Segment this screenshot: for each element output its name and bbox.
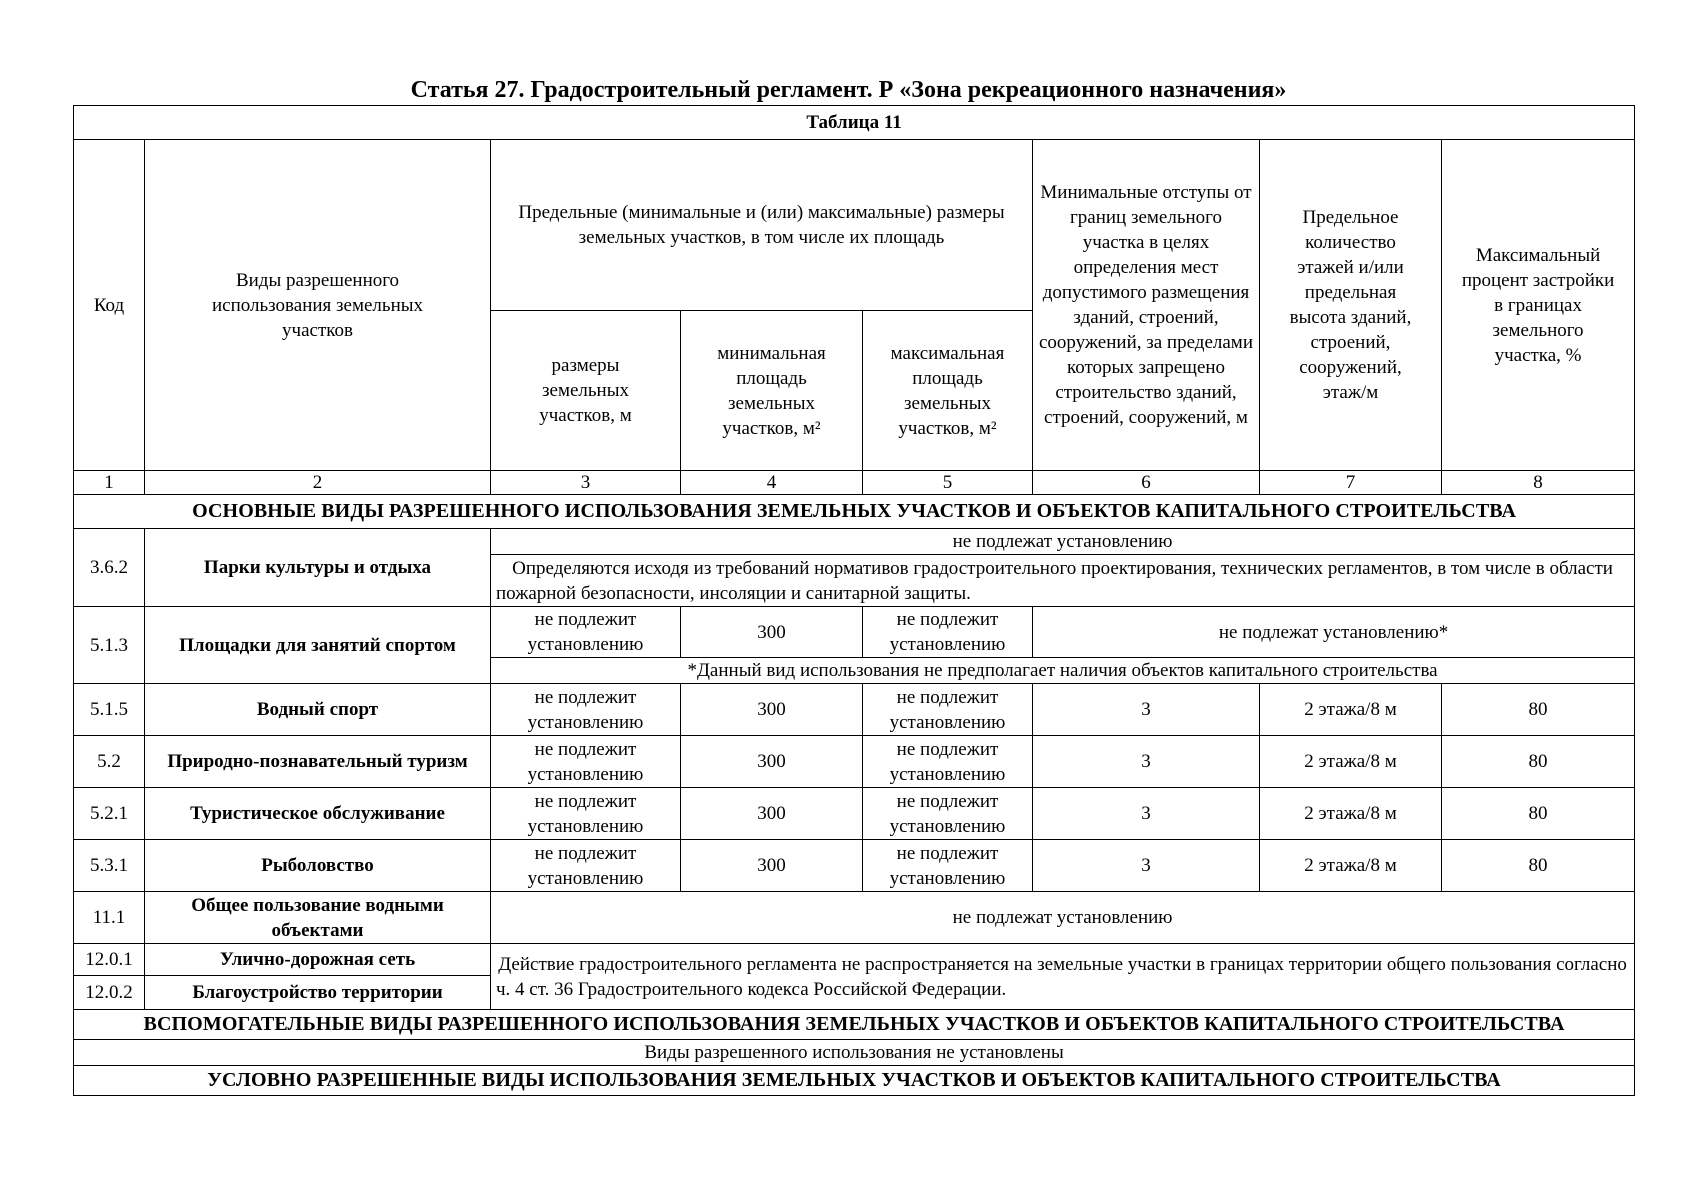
row-name: Рыболовство	[145, 840, 491, 892]
row-name: Общее пользование водными объектами	[145, 892, 491, 944]
table-row	[74, 892, 1635, 944]
row-max-area: не подлежит установлению	[863, 736, 1033, 788]
row-rest: Определяются исходя из требований нормативов градостроительного проектирования, технических регламентов, в том числе в области пожарной безопасности, инсоляции и санитарной защиты.	[491, 555, 1635, 607]
header-limits-group: Предельные (минимальные и (или) максимальные) размеры земельных участков, в том числе их площадь	[491, 140, 1033, 311]
row-floors: 2 этажа/8 м	[1260, 788, 1442, 840]
section-main-title: ОСНОВНЫЕ ВИДЫ РАЗРЕШЕННОГО ИСПОЛЬЗОВАНИЯ ЗЕМЕЛЬНЫХ УЧАСТКОВ И ОБЪЕКТОВ КАПИТАЛЬНОГО СТРОИТЕЛЬСТВА	[74, 495, 1635, 529]
row-name: Туристическое обслуживание	[145, 788, 491, 840]
row-floors: 2 этажа/8 м	[1260, 736, 1442, 788]
column-number: 6	[1033, 471, 1260, 495]
row-code: 5.2.1	[74, 788, 145, 840]
section-row	[74, 495, 1635, 529]
row-all: Действие градостроительного регламента не распространяется на земельные участки в границах территории общего пользования согласно ч. 4 ст. 36 Градостроительного кодекса Российской Федерации.	[491, 944, 1635, 1010]
row-setback: 3	[1033, 736, 1260, 788]
row-min-area: 300	[681, 607, 863, 658]
row-code: 5.1.3	[74, 607, 145, 684]
row-size: не подлежит установлению	[491, 684, 681, 736]
table-row	[74, 736, 1635, 788]
header-floors: Предельное количество этажей и/или предельная высота зданий, строений, сооружений, этаж/м	[1260, 140, 1442, 471]
row-max-area: не подлежит установлению	[863, 684, 1033, 736]
row-percent: 80	[1442, 736, 1635, 788]
header-min-area: минимальная площадь земельных участков, м²	[681, 311, 863, 471]
row-max-area: не подлежит установлению	[863, 788, 1033, 840]
table-row	[74, 529, 1635, 555]
row-code: 5.2	[74, 736, 145, 788]
row-percent: 80	[1442, 840, 1635, 892]
header-setbacks: Минимальные отступы от границ земельного участка в целях определения мест допустимого размещения зданий, строений, сооружений, за пределами которых запрещено строительство зданий, строений, сооружений, м	[1033, 140, 1260, 471]
row-size: не подлежит установлению	[491, 840, 681, 892]
column-number: 2	[145, 471, 491, 495]
column-number: 8	[1442, 471, 1635, 495]
header-max-area: максимальная площадь земельных участков, м²	[863, 311, 1033, 471]
section-auxiliary-note: Виды разрешенного использования не установлены	[74, 1040, 1635, 1066]
table-row	[74, 840, 1635, 892]
table-row	[74, 788, 1635, 840]
header-code: Код	[74, 140, 145, 471]
row-name: Благоустройство территории	[145, 976, 491, 1010]
row-code: 12.0.2	[74, 976, 145, 1010]
row-note: *Данный вид использования не предполагает наличия объектов капитального строительства	[491, 658, 1635, 684]
row-name: Природно-познавательный туризм	[145, 736, 491, 788]
row-rest: не подлежат установлению*	[1033, 607, 1635, 658]
row-size: не подлежит установлению	[491, 788, 681, 840]
row-min-area: 300	[681, 840, 863, 892]
section-auxiliary-title: ВСПОМОГАТЕЛЬНЫЕ ВИДЫ РАЗРЕШЕННОГО ИСПОЛЬЗОВАНИЯ ЗЕМЕЛЬНЫХ УЧАСТКОВ И ОБЪЕКТОВ КАПИТАЛЬНОГО СТРОИТЕЛЬСТВА	[74, 1010, 1635, 1040]
regulation-table	[73, 105, 1635, 1096]
row-max-area: не подлежит установлению	[863, 607, 1033, 658]
header-sizes: размеры земельных участков, м	[491, 311, 681, 471]
row-code: 12.0.1	[74, 944, 145, 976]
column-number: 1	[74, 471, 145, 495]
header-row	[74, 140, 1635, 311]
row-name: Площадки для занятий спортом	[145, 607, 491, 684]
row-percent: 80	[1442, 684, 1635, 736]
section-row	[74, 1010, 1635, 1040]
row-code: 5.3.1	[74, 840, 145, 892]
section-conditional-title: УСЛОВНО РАЗРЕШЕННЫЕ ВИДЫ ИСПОЛЬЗОВАНИЯ ЗЕМЕЛЬНЫХ УЧАСТКОВ И ОБЪЕКТОВ КАПИТАЛЬНОГО СТРОИТЕЛЬСТВА	[74, 1066, 1635, 1096]
row-max-area: не подлежит установлению	[863, 840, 1033, 892]
row-min-area: 300	[681, 684, 863, 736]
article-title: Статья 27. Градостроительный регламент. Р «Зона рекреационного назначения»	[410, 77, 1287, 103]
row-code: 3.6.2	[74, 529, 145, 607]
table-row	[74, 944, 1635, 976]
row-setback: 3	[1033, 840, 1260, 892]
section-row	[74, 1066, 1635, 1096]
table-row	[74, 607, 1635, 658]
row-name: Парки культуры и отдыха	[145, 529, 491, 607]
column-number: 7	[1260, 471, 1442, 495]
row-percent: 80	[1442, 788, 1635, 840]
column-number: 5	[863, 471, 1033, 495]
column-numbers-row	[74, 471, 1635, 495]
row-min-area: 300	[681, 736, 863, 788]
section-note-row	[74, 1040, 1635, 1066]
row-size: не подлежит установлению	[491, 607, 681, 658]
row-name: Водный спорт	[145, 684, 491, 736]
row-size: не подлежит установлению	[491, 736, 681, 788]
row-limits: не подлежат установлению	[491, 529, 1635, 555]
row-all: не подлежат установлению	[491, 892, 1635, 944]
row-name: Улично-дорожная сеть	[145, 944, 491, 976]
header-max-percent: Максимальный процент застройки в границах земельного участка, %	[1442, 140, 1635, 471]
row-code: 5.1.5	[74, 684, 145, 736]
row-code: 11.1	[74, 892, 145, 944]
header-kinds: Виды разрешенного использования земельных участков	[145, 140, 491, 471]
row-floors: 2 этажа/8 м	[1260, 684, 1442, 736]
row-min-area: 300	[681, 788, 863, 840]
row-setback: 3	[1033, 788, 1260, 840]
table-row	[74, 684, 1635, 736]
row-setback: 3	[1033, 684, 1260, 736]
column-number: 3	[491, 471, 681, 495]
column-number: 4	[681, 471, 863, 495]
table-label-row	[74, 106, 1635, 140]
table-number: Таблица 11	[74, 106, 1635, 140]
row-floors: 2 этажа/8 м	[1260, 840, 1442, 892]
